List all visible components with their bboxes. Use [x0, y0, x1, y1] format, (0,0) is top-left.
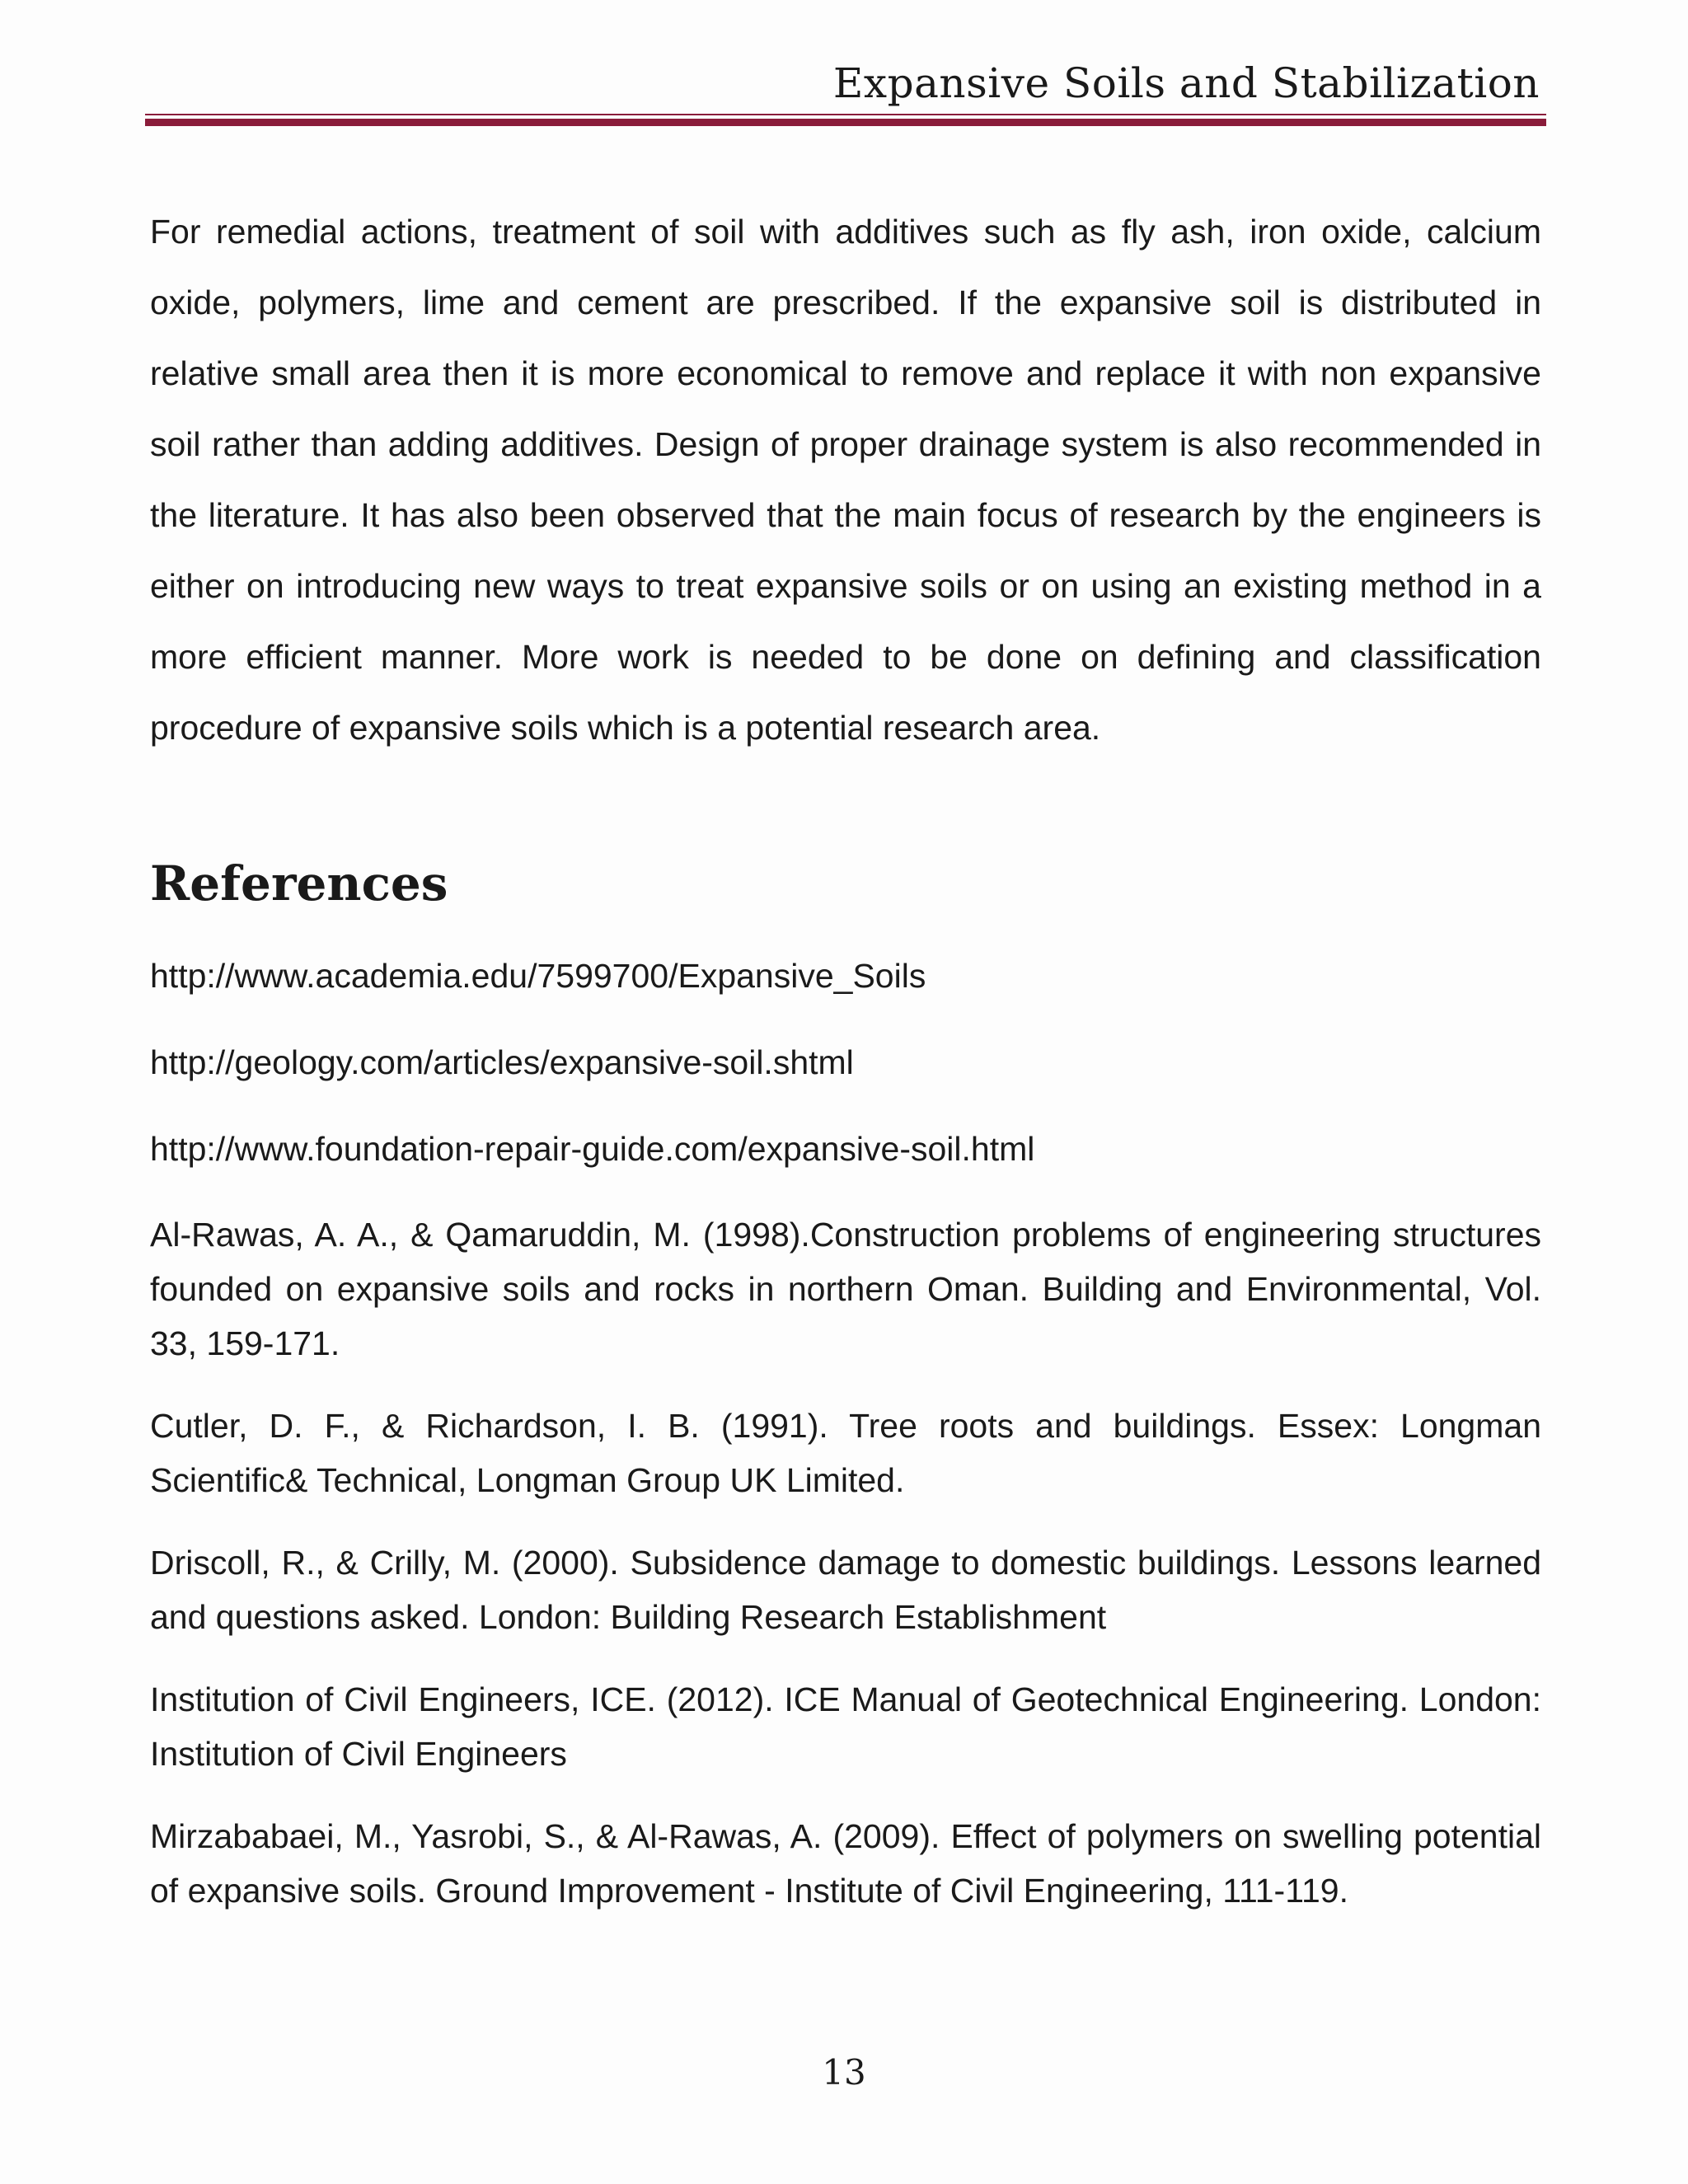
references-list: [150, 954, 1541, 1946]
reference-url[interactable]: http://www.academia.edu/7599700/Expansive_Soils: [150, 957, 926, 995]
header-rule-thin: [145, 114, 1546, 115]
reference-entry: Cutler, D. F., & Richardson, I. B. (1991). Tree roots and buildings. Essex: Longman Scientific& Technical, Longman Group UK Limited.: [150, 1407, 1541, 1499]
page-number: 13: [822, 2052, 866, 2093]
header-rule-thick: [145, 119, 1546, 126]
reference-url[interactable]: http://geology.com/articles/expansive-soil.shtml: [150, 1043, 854, 1081]
running-header-title: Expansive Soils and Stabilization: [832, 59, 1540, 107]
reference-entry: Driscoll, R., & Crilly, M. (2000). Subsidence damage to domestic buildings. Lessons learned and questions asked. London: Building Research Establishment: [150, 1544, 1541, 1636]
reference-entry: Mirzababaei, M., Yasrobi, S., & Al-Rawas, A. (2009). Effect of polymers on swelling potential of expansive soils. Ground Improvement - Institute of Civil Engineering, 111-119.: [150, 1817, 1541, 1910]
reference-entry: Al-Rawas, A. A., & Qamaruddin, M. (1998).Construction problems of engineering structures founded on expansive soils and rocks in northern Oman. Building and Environmental, Vol. 33, 159-171.: [150, 1216, 1541, 1362]
references-heading: References: [150, 855, 448, 912]
reference-entry: Institution of Civil Engineers, ICE. (2012). ICE Manual of Geotechnical Engineering. London: Institution of Civil Engineers: [150, 1680, 1541, 1773]
body-paragraph: For remedial actions, treatment of soil with additives such as fly ash, iron oxide, calcium oxide, polymers, lime and cement are prescribed. If the expansive soil is distributed in relative small area then it is more economical to remove and replace it with non expansive soil rather than adding additives. Design of proper drainage system is also recommended in the literature. It has also been observed that the main focus of research by the engineers is either on introducing new ways to treat expansive soils or on using an existing method in a more efficient manner. More work is needed to be done on defining and classification procedure of expansive soils which is a potential research area.: [150, 213, 1541, 747]
reference-url[interactable]: http://www.foundation-repair-guide.com/expansive-soil.html: [150, 1130, 1035, 1168]
